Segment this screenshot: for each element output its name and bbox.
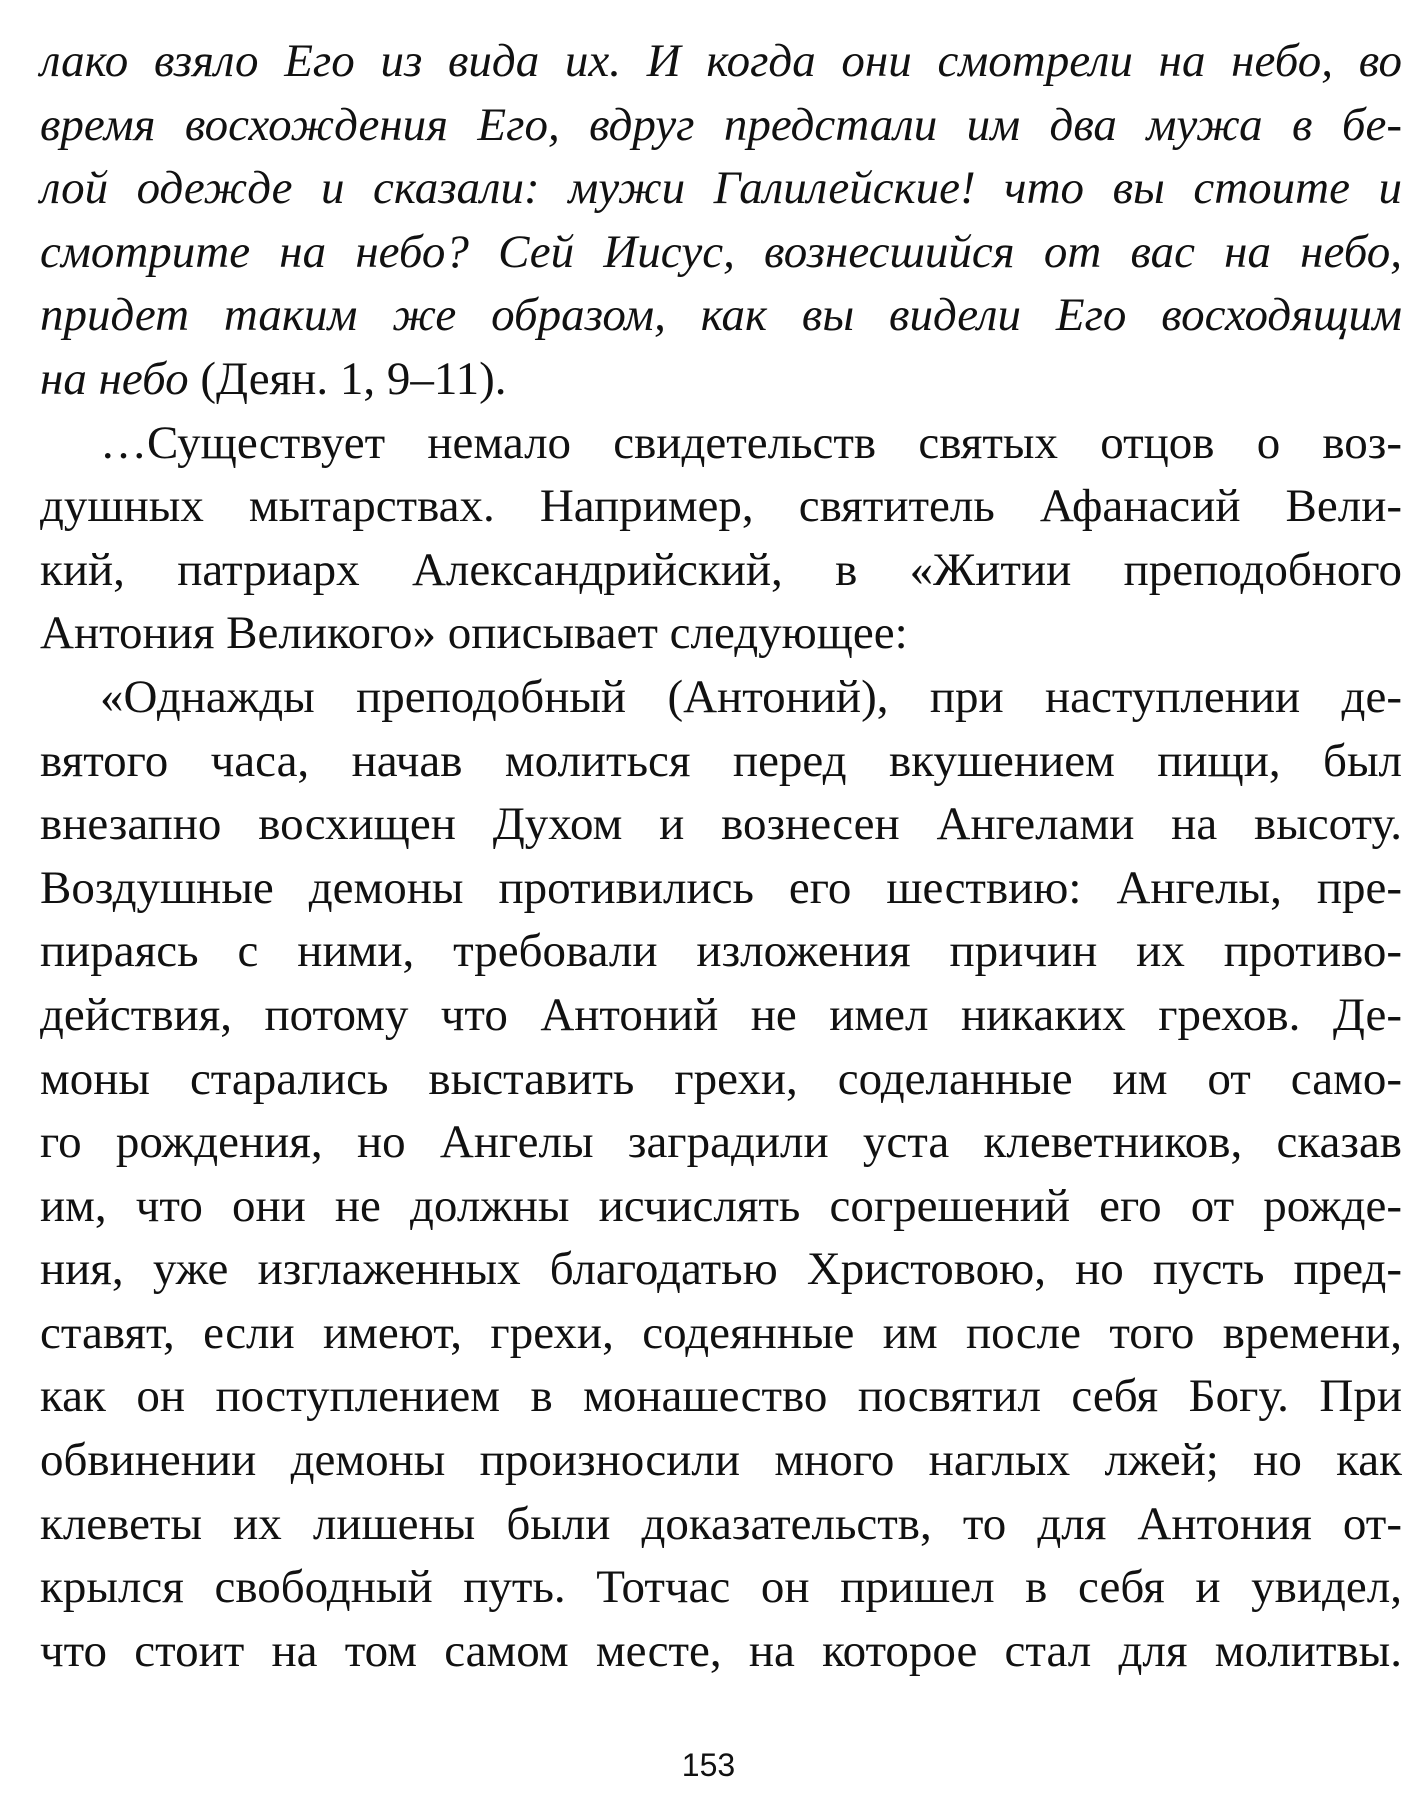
paragraph-line: «Однажды преподобный (Антоний), при наступлении де-: [100, 670, 1402, 723]
paragraph-line: го рождения, но Ангелы заградили уста клеветников, сказав: [40, 1116, 1402, 1169]
page-text: [40, 30, 1402, 1683]
quote-line: лако взяло Его из вида их. И когда они смотрели на небо, во: [40, 35, 1402, 87]
paragraph-line: клеветы их лишены были доказательств, то для Антония от-: [40, 1497, 1402, 1550]
paragraph-line: действия, потому что Антоний не имел никаких грехов. Де-: [40, 988, 1402, 1041]
paragraph-line: ставят, если имеют, грехи, содеянные им после того времени,: [40, 1306, 1402, 1359]
scripture-quote: [40, 30, 1402, 412]
paragraph-line: обвинении демоны произносили много наглых лжей; но как: [40, 1434, 1402, 1487]
quote-line: смотрите на небо? Сей Иисус, вознесшийся от вас на небо,: [40, 225, 1402, 278]
quote-reference: (Деян. 1, 9–11).: [188, 352, 507, 405]
paragraph-line: крылся свободный путь. Тотчас он пришел в себя и увидел,: [40, 1561, 1402, 1614]
paragraph-intro: [40, 412, 1402, 666]
paragraph-line: душных мытарствах. Например, святитель Афанасий Вели-: [40, 480, 1402, 533]
page-number: 153: [681, 1747, 736, 1783]
quote-line: придет таким же образом, как вы видели Его восходящим: [40, 289, 1402, 342]
paragraph-line: Воздушные демоны противились его шествию: Ангелы, пре-: [40, 861, 1402, 914]
quote-line: время восхождения Его, вдруг предстали им два мужа в бе-: [40, 98, 1402, 151]
paragraph-line: пираясь с ними, требовали изложения причин их противо-: [40, 925, 1402, 978]
paragraph-line: кий, патриарх Александрийский, в «Житии преподобного: [40, 543, 1402, 596]
paragraph-line: как он поступлением в монашество посвятил себя Богу. При: [40, 1370, 1402, 1423]
paragraph-antony: [40, 666, 1402, 1684]
quote-line: лой одежде и сказали: мужи Галилейские! что вы стоите и: [40, 162, 1402, 215]
paragraph-line: что стоит на том самом месте, на которое стал для молитвы.: [40, 1624, 1402, 1677]
paragraph-line: …Существует немало свидетельств святых отцов о воз-: [100, 416, 1402, 469]
paragraph-line: ния, уже изглаженных благодатью Христовою, но пусть пред-: [40, 1243, 1402, 1296]
paragraph-line: внезапно восхищен Духом и вознесен Ангелами на высоту.: [40, 798, 1402, 851]
paragraph-line: вятого часа, начав молиться перед вкушением пищи, был: [40, 734, 1402, 787]
quote-last-line: [40, 348, 1402, 412]
paragraph-line: Антония Великого» описывает следующее:: [40, 607, 908, 660]
paragraph-line: моны старались выставить грехи, соделанные им от само-: [40, 1052, 1402, 1105]
paragraph-line: им, что они не должны исчислять согрешений его от рожде-: [40, 1179, 1402, 1232]
quote-last-italic: на небо: [40, 352, 189, 405]
